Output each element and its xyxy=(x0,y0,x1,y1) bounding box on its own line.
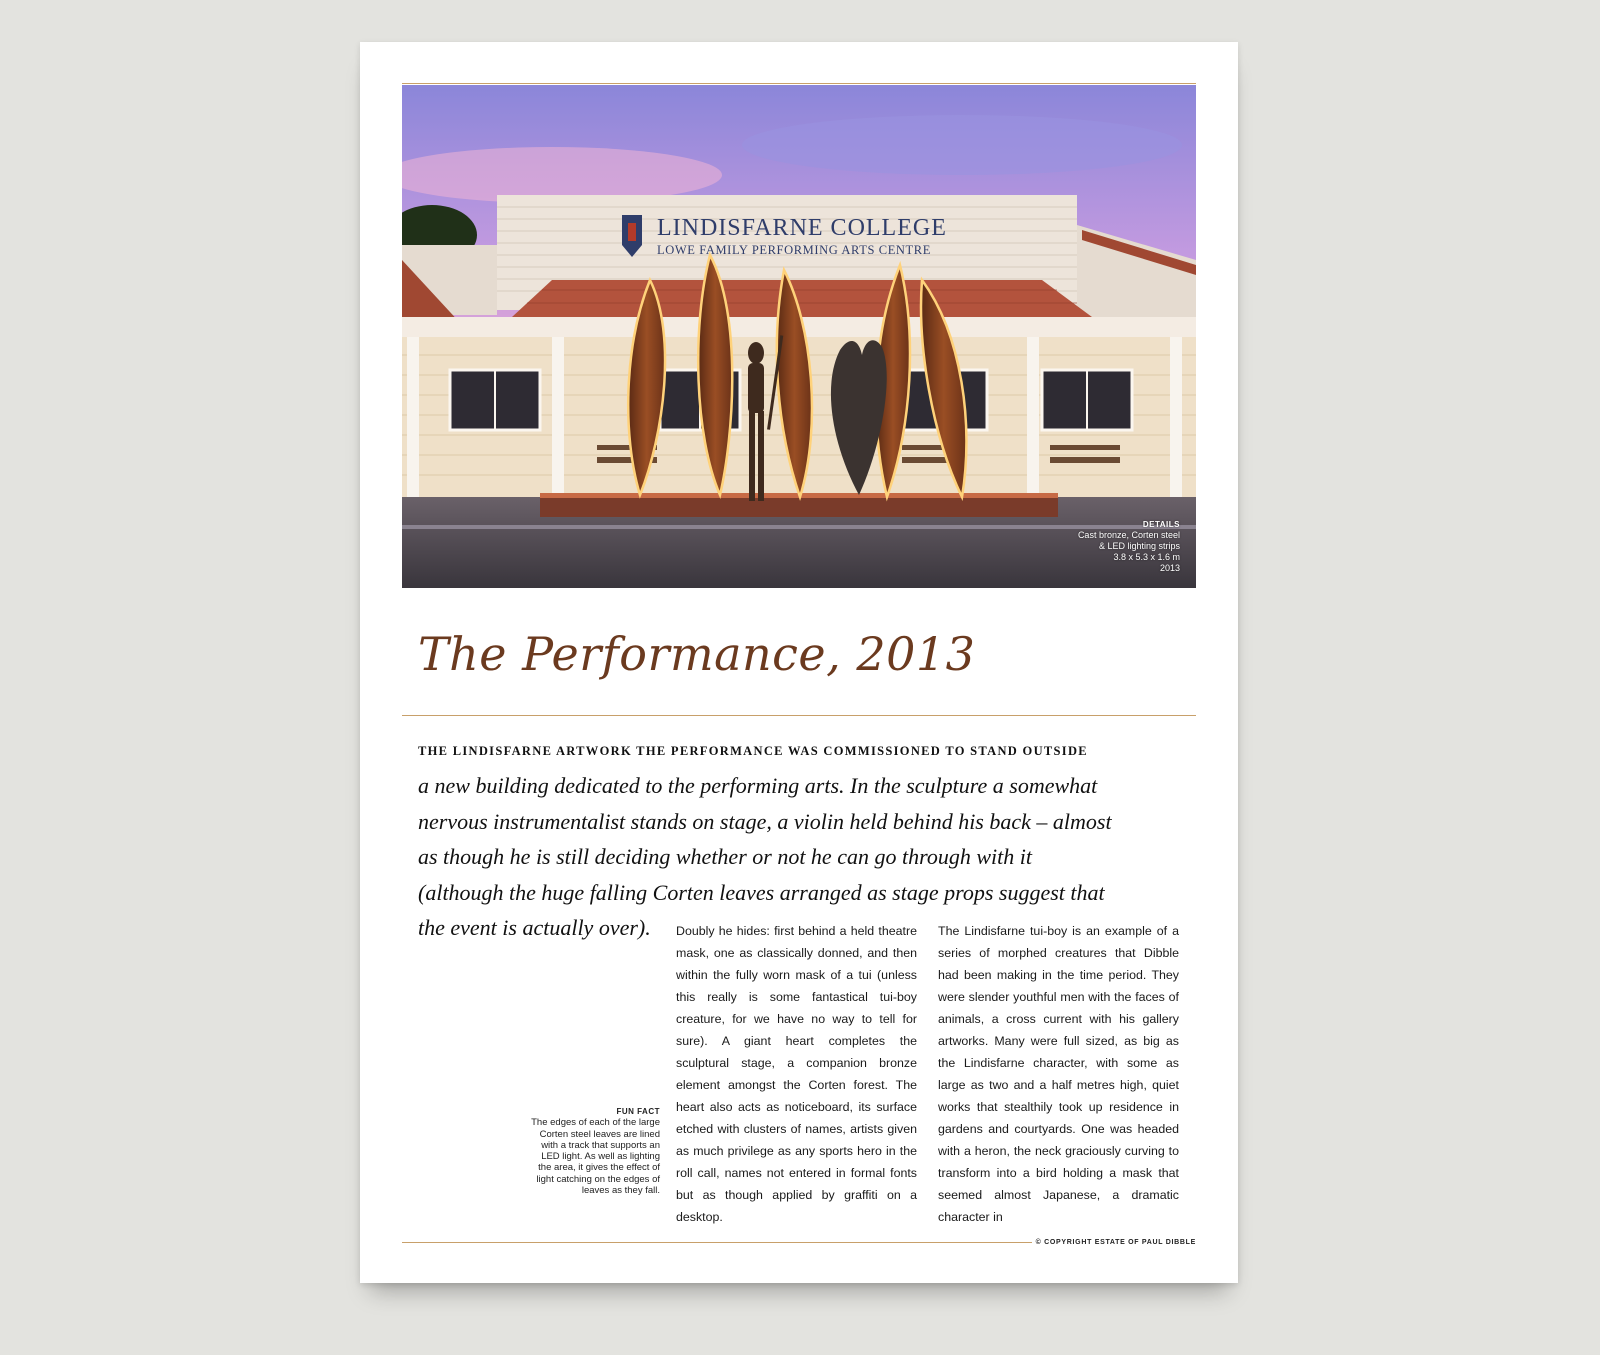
fun-fact-line: with a track that supports an xyxy=(541,1139,660,1151)
page-title: The Performance, 2013 xyxy=(418,627,976,681)
fun-fact-line: light catching on the edges of xyxy=(536,1173,660,1185)
fun-fact-line: Corten steel leaves are lined xyxy=(539,1128,660,1140)
building-sculpture-illustration xyxy=(402,85,1196,588)
sign-line-2: LOWE FAMILY PERFORMING ARTS CENTRE xyxy=(657,243,931,257)
kicker-heading: THE LINDISFARNE ARTWORK THE PERFORMANCE WAS COMMISSIONED TO STAND OUTSIDE xyxy=(418,744,1088,758)
fun-fact-line: leaves as they fall. xyxy=(581,1185,660,1197)
details-line: 2013 xyxy=(1159,563,1180,573)
details-line: & LED lighting strips xyxy=(1098,541,1180,551)
details-heading: DETAILS xyxy=(1142,520,1180,529)
copyright-notice: © COPYRIGHT ESTATE OF PAUL DIBBLE xyxy=(1035,1239,1196,1246)
lead-line: (although the huge falling Corten leaves arranged as stage props suggest that xyxy=(418,879,1105,905)
fun-fact-line: the area, it gives the effect of xyxy=(538,1162,660,1174)
fun-fact-line: LED light. As well as lighting xyxy=(541,1151,660,1163)
body-column-2: The Lindisfarne tui-boy is an example of a series of morphed creatures that Dibble had been making in the time period. They were slender youthful men with the faces of animals, a cross current with his gallery artworks. Many were full sized, as big as the Lindisfarne character, with some as large as two and a half metres high, quiet works that stealthily took up residence in gardens and courtyards. One was headed with a heron, the neck graciously curving to transform into a bird holding a mask that seemed almost Japanese, a dramatic character in xyxy=(938,924,1179,1224)
lead-line: the event is actually over). xyxy=(418,915,651,940)
sculpture-photo xyxy=(402,85,1196,588)
top-rule xyxy=(402,83,1196,84)
fun-fact-heading: FUN FACT xyxy=(616,1107,660,1116)
details-caption xyxy=(1078,519,1180,574)
footer-rule xyxy=(402,1242,1032,1243)
sign-line-1: LINDISFARNE COLLEGE xyxy=(657,215,947,241)
title-rule xyxy=(402,715,1196,716)
fun-fact-line: The edges of each of the large xyxy=(531,1117,660,1129)
lead-line: a new building dedicated to the performing arts. In the sculpture a somewhat xyxy=(418,773,1098,798)
magazine-page xyxy=(360,42,1238,1283)
lead-line: as though he is still deciding whether or not he can go through with it xyxy=(418,844,1032,869)
building-sign xyxy=(657,215,947,258)
body-column-1: Doubly he hides: first behind a held theatre mask, one as classically donned, and then within the fully worn mask of a tui (unless this really is some fantastical tui-boy creature, for we have no way to tell for sure). A giant heart completes the sculptural stage, a companion bronze element amongst the Corten forest. The heart also acts as noticeboard, its surface etched with clusters of names, artists given as much privilege as any sports hero in the roll call, names not entered in formal fonts but as though applied by graffiti on a desktop. xyxy=(676,924,917,1224)
details-line: Cast bronze, Corten steel xyxy=(1077,530,1180,540)
fun-fact-sidebar xyxy=(518,1106,660,1196)
details-line: 3.8 x 5.3 x 1.6 m xyxy=(1113,552,1180,562)
lead-line: nervous instrumentalist stands on stage, a violin held behind his back – almost xyxy=(418,808,1112,834)
lead-paragraph xyxy=(418,768,1178,946)
